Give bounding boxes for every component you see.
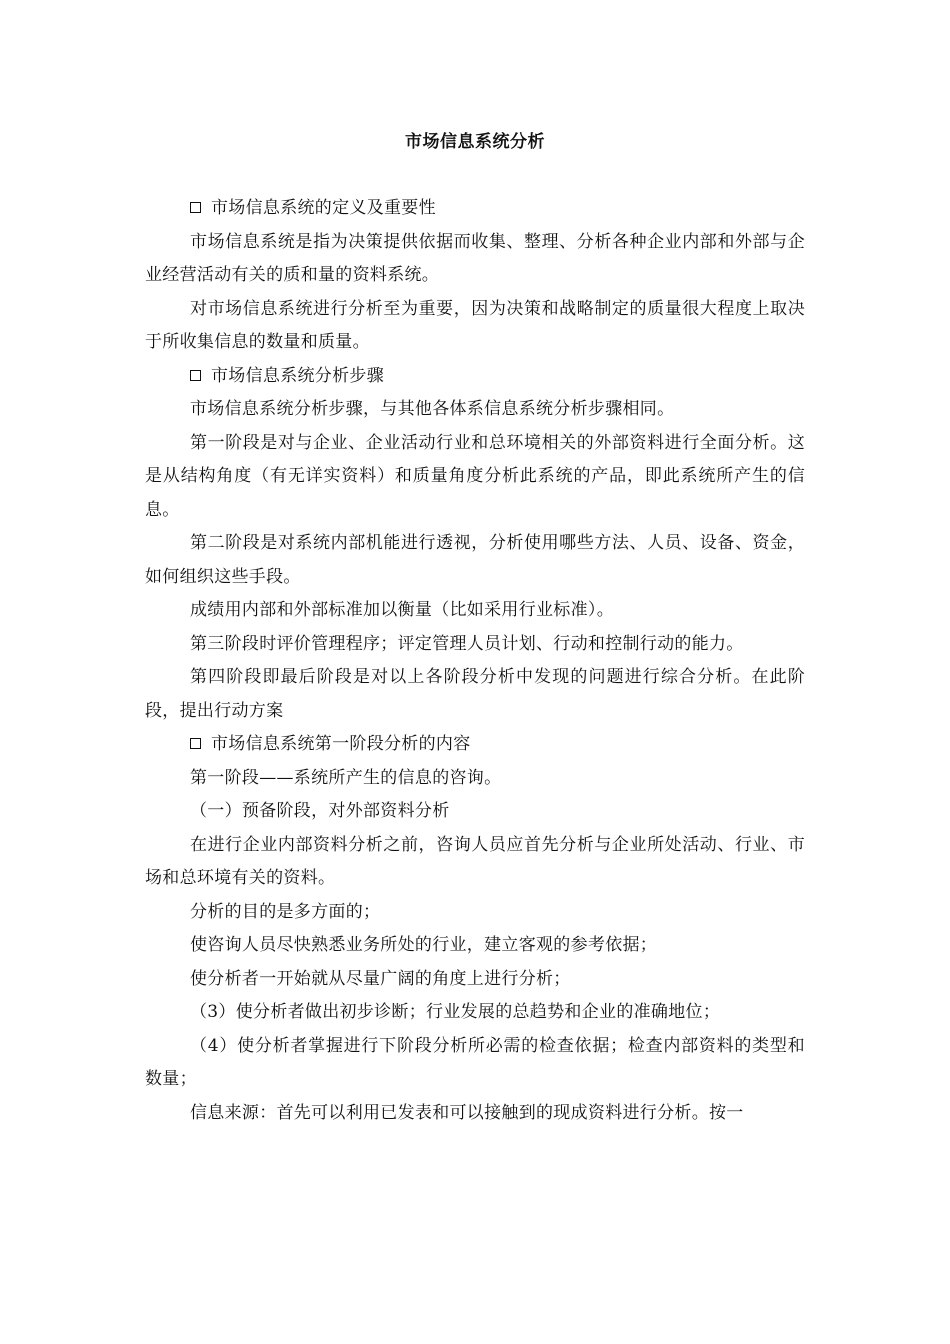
section-heading-steps: 市场信息系统分析步骤 bbox=[145, 360, 805, 394]
paragraph: （一）预备阶段，对外部资料分析 bbox=[190, 801, 450, 821]
paragraph: 第四阶段即最后阶段是对以上各阶段分析中发现的问题进行综合分析。在此阶段，提出行动方案 bbox=[145, 667, 805, 721]
paragraph: 第二阶段是对系统内部机能进行透视，分析使用哪些方法、人员、设备、资金，如何组织这些手段。 bbox=[145, 533, 805, 587]
paragraph: 使分析者一开始就从尽量广阔的角度上进行分析； bbox=[190, 968, 571, 989]
paragraph: 对市场信息系统进行分析至为重要，因为决策和战略制定的质量很大程度上取决于所收集信息的数量和质量。 bbox=[145, 298, 805, 352]
paragraph: 成绩用内部和外部标准加以衡量（比如采用行业标准）。 bbox=[190, 600, 614, 620]
paragraph: 第一阶段是对与企业、企业活动行业和总环境相关的外部资料进行全面分析。这是从结构角度（有无详实资料）和质量角度分析此系统的产品，即此系统所产生的信息。 bbox=[145, 432, 805, 520]
paragraph: （4）使分析者掌握进行下阶段分析所必需的检查依据；检查内部资料的类型和数量； bbox=[145, 1035, 805, 1089]
paragraph: （3）使分析者做出初步诊断；行业发展的总趋势和企业的准确地位； bbox=[190, 1002, 721, 1022]
checkbox-bullet-icon bbox=[190, 202, 201, 213]
paragraph: 市场信息系统分析步骤，与其他各体系信息系统分析步骤相同。 bbox=[190, 399, 675, 419]
section-heading-first-stage: 市场信息系统第一阶段分析的内容 bbox=[145, 728, 805, 762]
paragraph: 分析的目的是多方面的； bbox=[190, 901, 381, 922]
paragraph: 市场信息系统是指为决策提供依据而收集、整理、分析各种企业内部和外部与企业经营活动有关的质和量的资料系统。 bbox=[145, 231, 805, 285]
paragraph: 在进行企业内部资料分析之前，咨询人员应首先分析与企业所处活动、行业、市场和总环境有关的资料。 bbox=[145, 834, 805, 888]
paragraph: 信息来源：首先可以利用已发表和可以接触到的现成资料进行分析。按一 bbox=[190, 1102, 744, 1123]
checkbox-bullet-icon bbox=[190, 370, 201, 381]
paragraph: 第一阶段——系统所产生的信息的咨询。 bbox=[190, 767, 502, 788]
section-heading-definition: 市场信息系统的定义及重要性 bbox=[145, 192, 805, 226]
checkbox-bullet-icon bbox=[190, 738, 201, 749]
paragraph: 使咨询人员尽快熟悉业务所处的行业，建立客观的参考依据； bbox=[190, 935, 658, 955]
document-body bbox=[145, 192, 805, 1130]
document-title: 市场信息系统分析 bbox=[405, 132, 545, 152]
paragraph: 第三阶段时评价管理程序；评定管理人员计划、行动和控制行动的能力。 bbox=[190, 633, 744, 654]
